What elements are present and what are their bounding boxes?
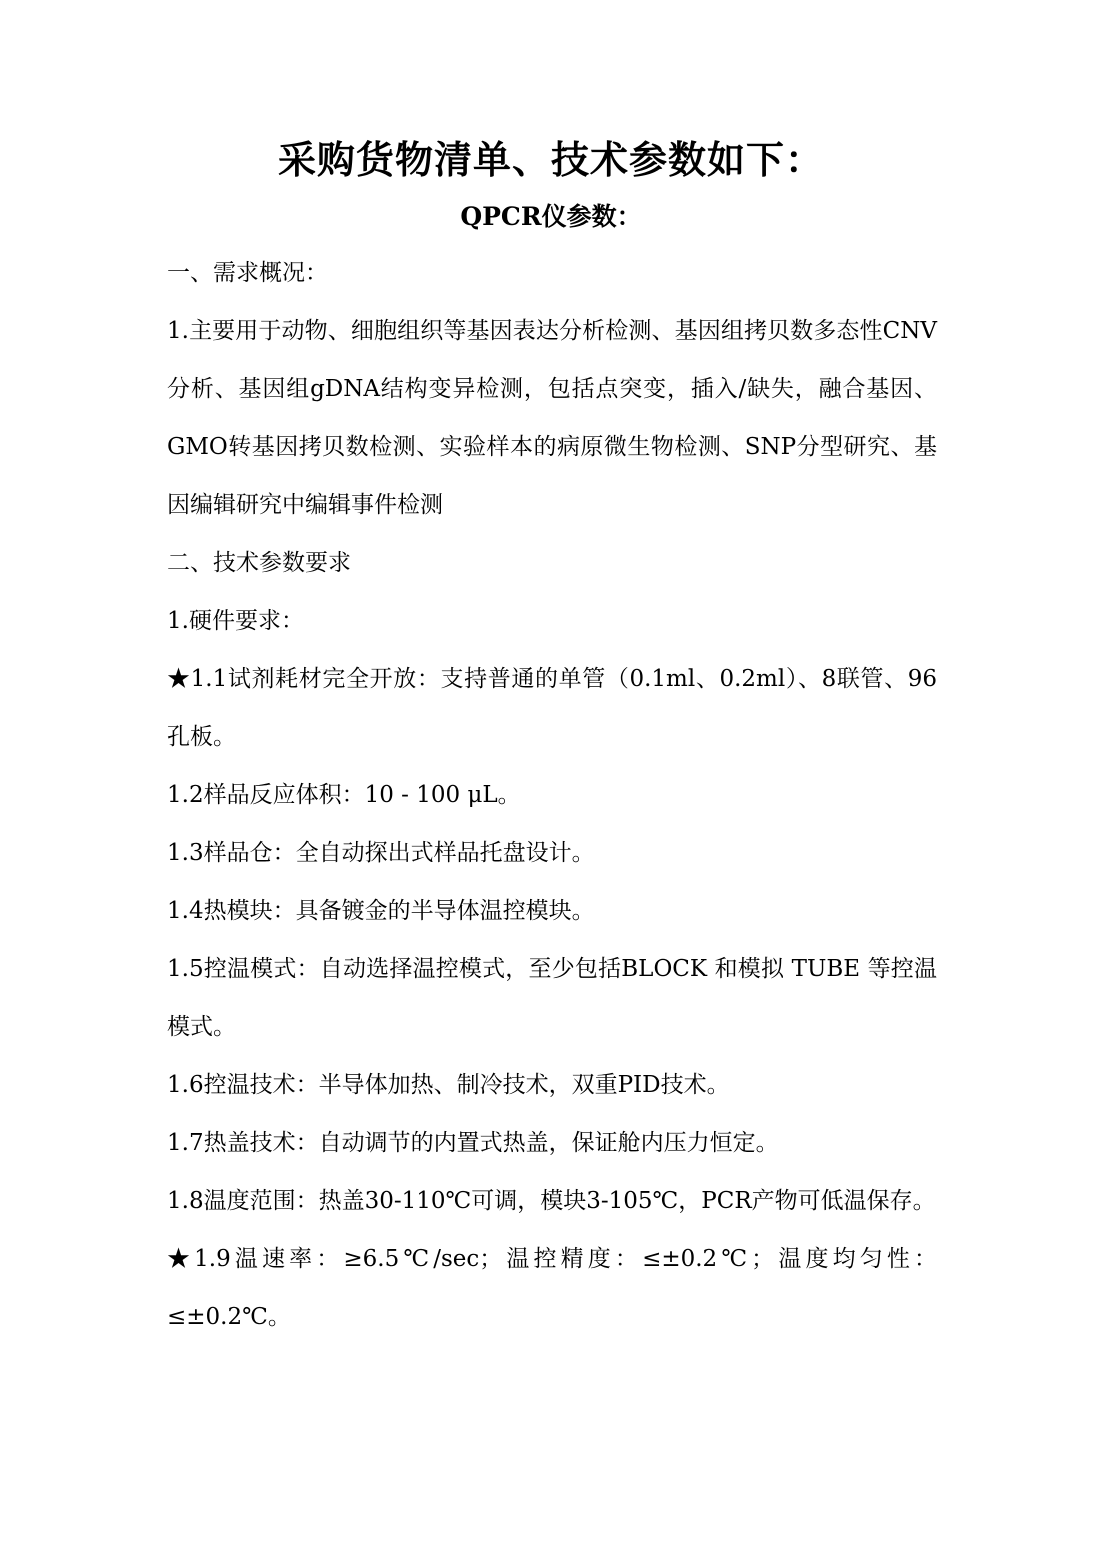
paragraph-item-1-5: 1.5控温模式：自动选择温控模式，至少包括BLOCK 和模拟 TUBE 等控温模式。	[167, 956, 937, 1040]
section-heading-overview: 一、需求概况：	[167, 260, 328, 286]
document-title: 采购货物清单、技术参数如下：	[277, 137, 824, 182]
paragraph-item-1-4: 1.4热模块：具备镀金的半导体温控模块。	[167, 898, 595, 924]
paragraph-item-1-3: 1.3样品仓：全自动探出式样品托盘设计。	[167, 840, 595, 866]
paragraph-item-1-9: ★1.9温速率：≥6.5℃/sec；温控精度：≤±0.2℃；温度均匀性：≤±0.2℃。	[167, 1246, 937, 1330]
paragraph-item-1-7: 1.7热盖技术：自动调节的内置式热盖，保证舱内压力恒定。	[167, 1130, 779, 1156]
subsection-heading-hardware: 1.硬件要求：	[167, 608, 304, 634]
section-heading-tech-params: 二、技术参数要求	[167, 550, 351, 576]
paragraph-usage: 1.主要用于动物、细胞组织等基因表达分析检测、基因组拷贝数多态性CNV分析、基因组gDNA结构变异检测，包括点突变，插入/缺失，融合基因、GMO转基因拷贝数检测、实验样本的病原微生物检测、SNP分型研究、基因编辑研究中编辑事件检测	[167, 318, 937, 518]
paragraph-item-1-6: 1.6控温技术：半导体加热、制冷技术，双重PID技术。	[167, 1072, 730, 1098]
paragraph-item-1-8: 1.8温度范围：热盖30-110℃可调，模块3-105℃，PCR产物可低温保存。	[167, 1188, 936, 1214]
paragraph-item-1-2: 1.2样品反应体积：10 - 100 μL。	[167, 782, 521, 808]
document-subtitle: QPCR仪参数：	[460, 202, 642, 231]
document-body	[167, 244, 937, 1346]
paragraph-item-1-1: ★1.1试剂耗材完全开放：支持普通的单管（0.1ml、0.2ml）、8联管、96孔板。	[167, 666, 937, 750]
